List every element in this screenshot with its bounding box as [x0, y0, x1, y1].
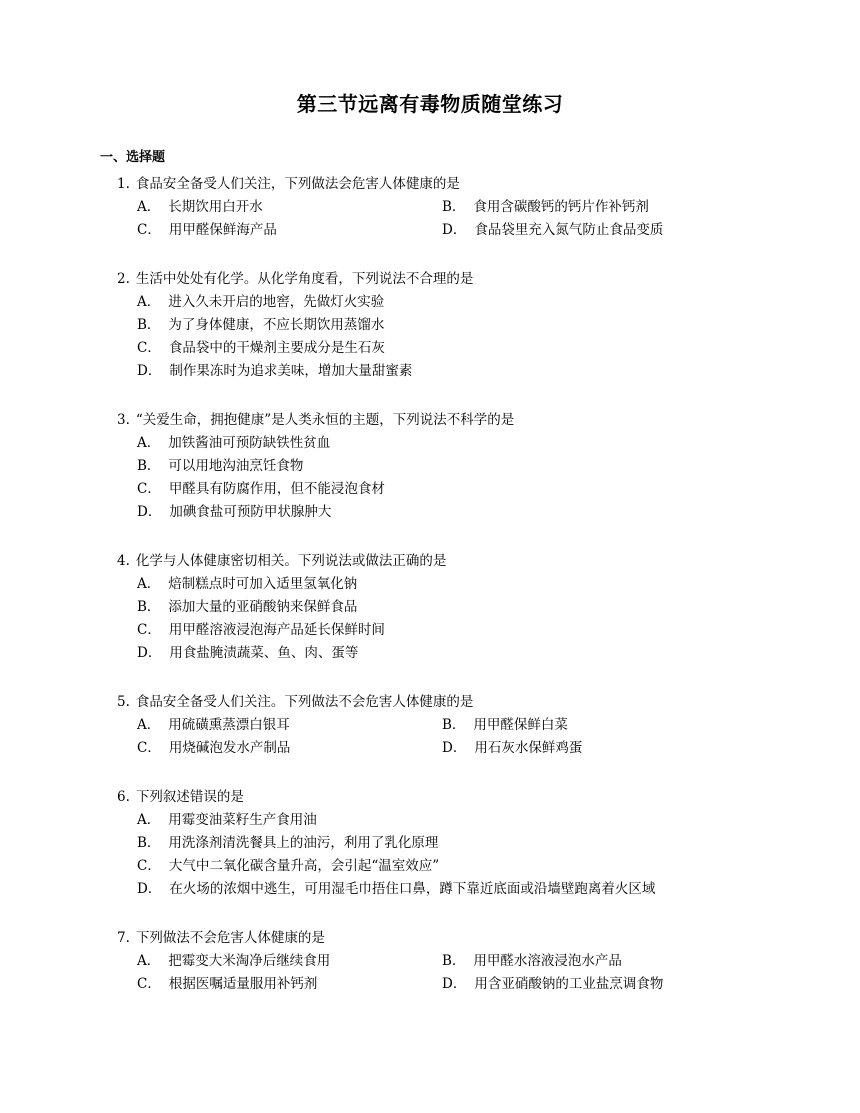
- option-a: A． 进入久未开启的地窖，先做灯火实验: [137, 294, 385, 310]
- question-text: “关爱生命，拥抱健康”是人类永恒的主题，下列说法不科学的是: [135, 412, 515, 428]
- question-stem: [117, 268, 817, 291]
- question-number: 2.: [117, 271, 130, 287]
- option-d: D． 制作果冻时为追求美味，增加大量甜蜜素: [137, 363, 413, 379]
- question-number: 1.: [117, 176, 130, 192]
- option-a: A． 焙制糕点时可加入适里氢氧化钠: [137, 576, 358, 592]
- option-d: D． 用含亚硝酸钠的工业盐烹调食物: [442, 976, 664, 992]
- option-b: B． 可以用地沟油烹饪食物: [137, 458, 304, 474]
- option-d: D． 用食盐腌渍蔬菜、鱼、肉、蛋等: [137, 645, 359, 661]
- question-stem: [117, 691, 817, 714]
- option-grid: [117, 714, 817, 760]
- question-5: [117, 691, 817, 760]
- option-b: B． 用洗涤剂清洗餐具上的油污，利用了乳化原理: [137, 835, 439, 851]
- option-c: C． 食品袋中的干燥剂主要成分是生石灰: [137, 340, 385, 356]
- question-text: 食品安全备受人们关注。下列做法不会危害人体健康的是: [135, 694, 474, 710]
- option-c: C． 甲醛具有防腐作用，但不能浸泡食材: [137, 481, 385, 497]
- option-d: D． 在火场的浓烟中逃生，可用湿毛巾捂住口鼻，蹲下靠近底面或沿墙壁跑离着火区域: [137, 881, 656, 897]
- question-7: [117, 927, 817, 996]
- question-number: 7.: [117, 930, 130, 946]
- question-text: 化学与人体健康密切相关。下列说法或做法正确的是: [135, 553, 447, 569]
- option-c: C． 大气中二氧化碳含量升高，会引起“温室效应”: [137, 858, 440, 874]
- question-1: [117, 173, 817, 242]
- question-number: 4.: [117, 553, 130, 569]
- option-a: A． 长期饮用白开水: [137, 199, 263, 215]
- option-a: A． 加铁酱油可预防缺铁性贫血: [137, 435, 331, 451]
- question-4: [117, 550, 817, 665]
- option-c: C． 用甲醛保鲜海产品: [137, 222, 277, 238]
- option-b: B． 添加大量的亚硝酸钠来保鲜食品: [137, 599, 358, 615]
- option-a: A． 用霉变油菜籽生产食用油: [137, 812, 317, 828]
- option-d: D． 用石灰水保鲜鸡蛋: [442, 740, 583, 756]
- question-stem: [117, 173, 817, 196]
- option-b: B． 为了身体健康，不应长期饮用蒸馏水: [137, 317, 385, 333]
- question-stem: [117, 550, 817, 573]
- option-c: C． 用烧碱泡发水产制品: [137, 740, 291, 756]
- option-d: D． 加碘食盐可预防甲状腺肿大: [137, 504, 332, 520]
- question-3: [117, 409, 817, 524]
- option-a: A． 把霉变大米淘净后继续食用: [137, 953, 331, 969]
- question-text: 下列做法不会危害人体健康的是: [135, 930, 325, 946]
- question-number: 6.: [117, 789, 130, 805]
- option-c: C． 根据医嘱适量服用补钙剂: [137, 976, 318, 992]
- question-2: [117, 268, 817, 383]
- option-b: B． 用甲醛保鲜白菜: [442, 717, 568, 733]
- page-title: 第三节远离有毒物质随堂练习: [296, 92, 564, 116]
- question-text: 生活中处处有化学。从化学角度看，下列说法不合理的是: [135, 271, 474, 287]
- question-number: 3.: [117, 412, 130, 428]
- question-text: 食品安全备受人们关注，下列做法会危害人体健康的是: [135, 176, 460, 192]
- option-a: A． 用硫磺熏蒸漂白银耳: [137, 717, 290, 733]
- question-text: 下列叙述错误的是: [135, 789, 244, 805]
- question-stem: [117, 786, 817, 809]
- option-d: D． 食品袋里充入氮气防止食品变质: [442, 222, 664, 238]
- option-b: B． 食用含碳酸钙的钙片作补钙剂: [442, 199, 649, 215]
- section-heading: 一、选择题: [100, 150, 166, 165]
- question-6: [117, 786, 817, 901]
- option-c: C． 用甲醛溶液浸泡海产品延长保鲜时间: [137, 622, 385, 638]
- option-b: B． 用甲醛水溶液浸泡水产品: [442, 953, 622, 969]
- option-grid: [117, 196, 817, 242]
- option-grid: [117, 950, 817, 996]
- question-stem: [117, 927, 817, 950]
- question-number: 5.: [117, 694, 130, 710]
- question-stem: [117, 409, 817, 432]
